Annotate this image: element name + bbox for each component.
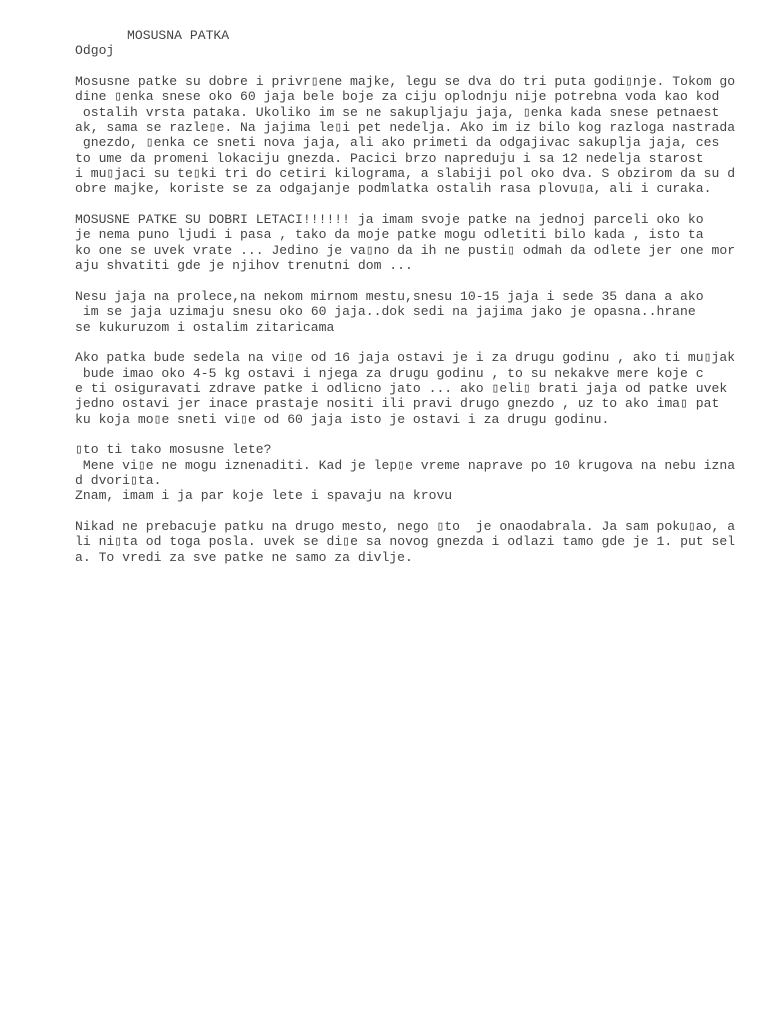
text-line: bude imao oko 4-5 kg ostavi i njega za drugu godinu , to su nekakve mere koje c: [75, 365, 704, 381]
text-line: Mosusne patke su dobre i privr▯ene majke, legu se dva do tri puta godi▯nje. Tokom go: [75, 74, 736, 90]
text-line: aju shvatiti gde je njihov trenutni dom ...: [75, 258, 413, 274]
text-line: MOSUSNE PATKE SU DOBRI LETACI!!!!!! ja imam svoje patke na jednoj parceli oko ko: [75, 212, 704, 228]
text-line: ▯to ti tako mosusne lete?: [75, 442, 272, 458]
text-line: a. To vredi za sve patke ne samo za divlje.: [75, 549, 413, 565]
text-line: Nikad ne prebacuje patku na drugo mesto, nego ▯to je onaodabrala. Ja sam poku▯ao, a: [75, 519, 736, 534]
text-line: Mene vi▯e ne mogu iznenaditi. Kad je lep▯e vreme naprave po 10 krugova na nebu izna: [75, 457, 736, 473]
text-line: obre majke, koriste se za odgajanje podmlatka ostalih rasa plovu▯a, ali i curaka.: [75, 181, 712, 197]
paragraph: [75, 519, 736, 565]
paragraph: [75, 442, 736, 504]
text-line: to ume da promeni lokaciju gnezda. Pacici brzo napreduju i sa 12 nedelja starost: [75, 150, 704, 166]
paragraph: [75, 289, 715, 335]
text-line: je nema puno ljudi i pasa , tako da moje patke mogu odletiti bilo kada , isto ta: [75, 227, 704, 243]
text-line: ak, sama se razle▯e. Na jajima le▯i pet nedelja. Ako im iz bilo kog razloga nastrada: [75, 120, 736, 136]
text-line: Nesu jaja na prolece,na nekom mirnom mestu,snesu 10-15 jaja i sede 35 dana a ako: [75, 288, 704, 304]
document-subtitle: Odgoj: [75, 43, 115, 59]
paragraph: [75, 74, 736, 197]
paragraph: [75, 212, 736, 274]
document-body: [75, 28, 736, 580]
text-line: se kukuruzom i ostalim zitaricama: [75, 319, 335, 335]
text-line: im se jaja uzimaju snesu oko 60 jaja..dok sedi na jajima jako je opasna..hrane: [75, 304, 696, 320]
text-line: jedno ostavi jer inace prastaje nositi ili pravi drugo gnezdo , uz to ako ima▯ pat: [75, 396, 720, 412]
text-line: li ni▯ta od toga posla. uvek se di▯e sa novog gnezda i odlazi tamo gde je 1. put sel: [75, 534, 736, 550]
text-line: ku koja mo▯e sneti vi▯e od 60 jaja isto je ostavi i za drugu godinu.: [75, 411, 610, 427]
text-line: d dvori▯ta.: [75, 472, 162, 488]
text-line: dine ▯enka snese oko 60 jaja bele boje za ciju oplodnju nije potrebna voda kao kod: [75, 89, 720, 105]
text-line: Ako patka bude sedela na vi▯e od 16 jaja ostavi je i za drugu godinu , ako ti mu▯jak: [75, 350, 736, 366]
text-line: gnezdo, ▯enka ce sneti nova jaja, ali ako primeti da odgajivac sakuplja jaja, ces: [75, 135, 720, 151]
text-line: i mu▯jaci su te▯ki tri do cetiri kilograma, a slabiji pol oko dva. S obzirom da su d: [75, 166, 736, 182]
text-line: ostalih vrsta pataka. Ukoliko im se ne sakupljaju jaja, ▯enka kada snese petnaest: [75, 104, 720, 120]
document-title: MOSUSNA PATKA: [127, 28, 230, 43]
paragraph: [75, 350, 736, 427]
text-line: ko one se uvek vrate ... Jedino je va▯no da ih ne pusti▯ odmah da odlete jer one mor: [75, 242, 736, 258]
text-line: e ti osiguravati zdrave patke i odlicno jato ... ako ▯eli▯ brati jaja od patke uvek: [75, 380, 728, 396]
text-line: Znam, imam i ja par koje lete i spavaju na krovu: [75, 488, 453, 504]
